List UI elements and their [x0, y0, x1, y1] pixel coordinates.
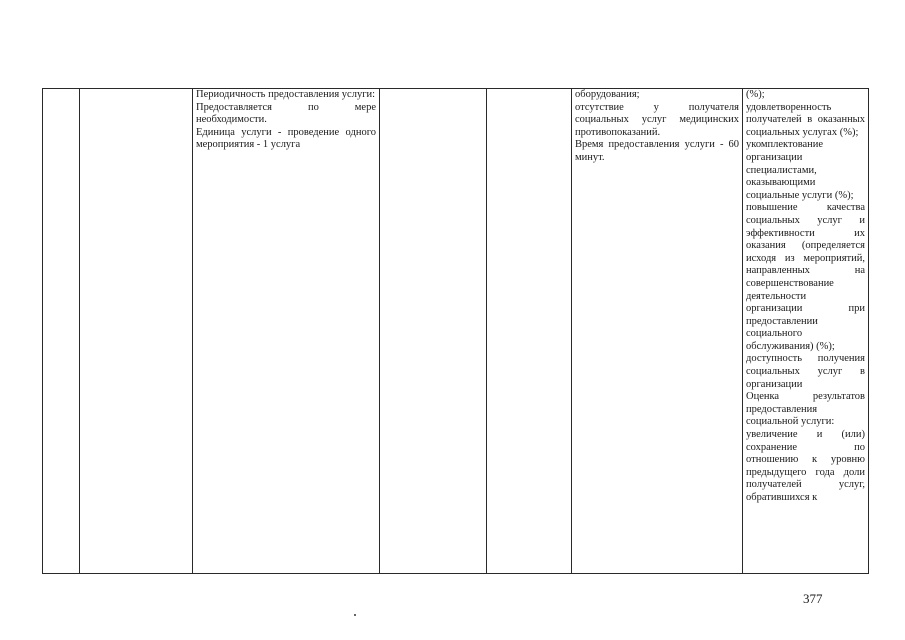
table-row — [43, 89, 869, 574]
cell-number — [43, 89, 80, 574]
indicator-satisfaction: удовлетворенность получателей в оказанных социальных услугах (%); — [746, 101, 865, 138]
cell-empty-b — [487, 89, 572, 574]
conditions-duration: Время предоставления услуги - 60 минут. — [575, 139, 739, 163]
conditions-contraindications: отсутствие у получателя социальных услуг медицинских противопоказаний. — [575, 101, 739, 138]
cell-periodicity — [193, 89, 380, 574]
cell-empty-a — [380, 89, 487, 574]
scan-speck — [354, 614, 356, 616]
page-number: 377 — [803, 591, 823, 606]
periodicity-unit: Единица услуги - проведение одного мероприятия - 1 услуга — [196, 126, 376, 151]
cell-indicators — [743, 89, 869, 574]
indicator-accessibility: доступность получения социальных услуг в организации — [746, 353, 865, 390]
indicator-evaluation-heading: Оценка результатов предоставления социальной услуги: — [746, 391, 865, 428]
indicator-quality: повышение качества социальных услуг и эффективности их оказания (определяется исходя из мероприятий, направленных на совершенствование деятельности организации при предоставлении социального обслуживания) (%); — [746, 202, 865, 352]
indicator-evaluation-increase: увеличение и (или) сохранение по отношению к уровню предыдущего года доли получателей услуг, обратившихся к — [746, 429, 865, 503]
periodicity-frequency: Предоставляется по мере необходимости. — [196, 101, 376, 126]
services-table — [42, 88, 869, 574]
indicator-staffing: укомплектование организации специалистами, оказывающими социальные услуги (%); — [746, 139, 854, 201]
periodicity-heading: Периодичность предоставления услуги: — [196, 89, 376, 100]
indicator-percent: (%); — [746, 89, 765, 100]
conditions-equipment: оборудования; — [575, 89, 640, 100]
cell-service-name — [80, 89, 193, 574]
cell-conditions — [572, 89, 743, 574]
